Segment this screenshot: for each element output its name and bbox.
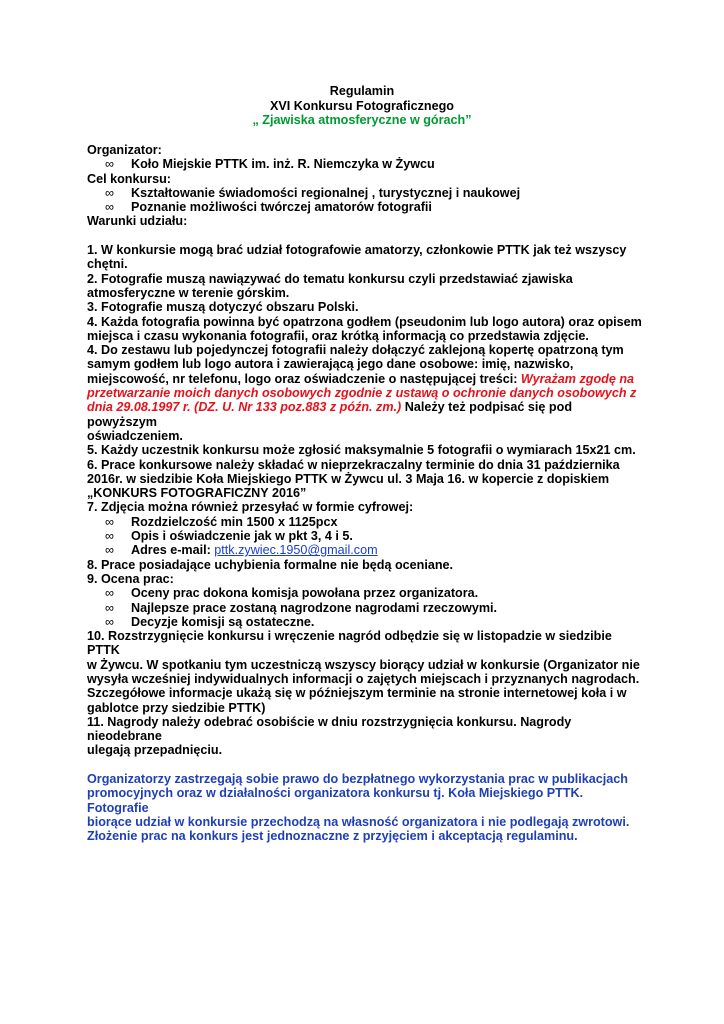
- goal-item: ∞ Poznanie możliwości twórczej amatorów fotografii: [105, 200, 432, 215]
- rule-envelope: 4. Do zestawu lub pojedynczej fotografii należy dołączyć zaklejoną kopertę opatrzoną tym samym godłem lub logo autora i zawierającą jego dane osobowe: imię, nazwisko, miejscowość, nr telefonu, logo oraz oświadczenie o następującej treści: Wyrażam zgodę na przetwarzanie moich danych osobowych zgodnie z ustawą o ochronie danych osobowych z dnia 29.08.1997 r. (DZ. U. Nr 133 poz.883 z późn. zm.) Należy też podpisać się pod powyższym oświadczeniem.: [87, 343, 642, 443]
- bullet-icon: ∞: [105, 600, 114, 615]
- list-item: ∞ Najlepsze prace zostaną nagrodzone nagrodami rzeczowymi.: [105, 600, 498, 615]
- organizer-label: Organizator:: [87, 143, 162, 157]
- document-header: [0, 84, 724, 128]
- consent-statement: dnia 29.08.1997 r. (DZ. U. Nr 133 poz.883 z późn. zm.): [87, 400, 402, 415]
- consent-statement: Wyrażam zgodę na: [520, 371, 635, 386]
- contest-theme: „ Zjawiska atmosferyczne w górach”: [252, 113, 472, 127]
- rule-6: 6. Prace konkursowe należy składać w nieprzekraczalny terminie do dnia 31 października 2016r. w siedzibie Koła Miejskiego PTTK w Żywcu ul. 3 Maja 16. w kopercie z dopiskiem „KONKURS FOTOGRAFICZNY 2016”: [87, 457, 620, 501]
- rule-8: 8. Prace posiadające uchybienia formalne nie będą oceniane.: [87, 557, 454, 572]
- rule-7: 7. Zdjęcia można również przesyłać w formie cyfrowej:: [87, 500, 414, 515]
- consent-statement: przetwarzanie moich danych osobowych zgodnie z ustawą o ochronie danych osobowych z: [87, 386, 637, 401]
- list-item: ∞ Opis i oświadczenie jak w pkt 3, 4 i 5.: [105, 529, 353, 544]
- bullet-icon: ∞: [105, 185, 114, 200]
- email-link[interactable]: pttk.zywiec.1950@gmail.com: [214, 543, 378, 558]
- rule-11: 11. Nagrody należy odebrać osobiście w dniu rozstrzygnięcia konkursu. Nagrody nieodebrane ulegają przepadnięciu.: [87, 714, 572, 758]
- rule-3: 3. Fotografie muszą dotyczyć obszaru Polski.: [87, 300, 359, 315]
- conditions-label: Warunki udziału:: [87, 214, 188, 229]
- list-item: ∞ Decyzje komisji są ostateczne.: [105, 614, 315, 629]
- bullet-icon: ∞: [105, 157, 114, 172]
- organizer-note: Organizatorzy zastrzegają sobie prawo do bezpłatnego wykorzystania prac w publikacjach promocyjnych oraz w działalności organizatora konkursu tj. Koła Miejskiego PTTK. Fotografie biorące udział w konkursie przechodzą na własność organizatora i nie podlegają zwrotowi. Złożenie prac na konkurs jest jednoznaczne z przyjęciem i akceptacją regulaminu.: [87, 772, 630, 844]
- rule-1: 1. W konkursie mogą brać udział fotografowie amatorzy, członkowie PTTK jak też wszyscy chętni.: [87, 243, 627, 272]
- rule-9: 9. Ocena prac:: [87, 571, 174, 586]
- rule-10: 10. Rozstrzygnięcie konkursu i wręczenie nagród odbędzie się w listopadzie w siedzibie PTTK w Żywcu. W spotkaniu tym uczestniczą wszyscy biorący udział w konkursie (Organizator nie wysyła wcześniej indywidualnych informacji o zajętych miejscach i przyznanych nagrodach. Szczegółowe informacje ukażą się w późniejszym terminie na stronie internetowej koła i w gablotce przy siedzibie PTTK): [87, 629, 640, 715]
- rule-2: 2. Fotografie muszą nawiązywać do tematu konkursu czyli przedstawiać zjawiska atmosferyczne w terenie górskim.: [87, 271, 573, 300]
- bullet-icon: ∞: [105, 614, 114, 629]
- bullet-icon: ∞: [105, 586, 114, 601]
- document-body: [87, 143, 642, 844]
- document-title: Regulamin: [329, 84, 395, 98]
- document-subtitle: XVI Konkursu Fotograficznego: [269, 98, 455, 113]
- bullet-icon: ∞: [105, 543, 114, 558]
- bullet-icon: ∞: [105, 529, 114, 544]
- bullet-icon: ∞: [105, 514, 114, 529]
- rule-4: 4. Każda fotografia powinna być opatrzona godłem (pseudonim lub logo autora) oraz opisem miejsca i czasu wykonania fotografii, oraz krótką informacją co przedstawia zdjęcie.: [87, 314, 642, 343]
- bullet-icon: ∞: [105, 200, 114, 215]
- organizer-item: ∞ Koło Miejskie PTTK im. inż. R. Niemczyka w Żywcu: [105, 157, 435, 172]
- goal-item: ∞ Kształtowanie świadomości regionalnej , turystycznej i naukowej: [105, 185, 521, 200]
- goal-label: Cel konkursu:: [87, 171, 171, 186]
- rule-5: 5. Każdy uczestnik konkursu może zgłosić maksymalnie 5 fotografii o wymiarach 15x21 cm.: [87, 443, 636, 458]
- list-item: ∞ Oceny prac dokona komisja powołana przez organizatora.: [105, 586, 479, 601]
- list-item: ∞ Rozdzielczość min 1500 x 1125pcx: [105, 514, 338, 529]
- list-item: ∞ Adres e-mail: pttk.zywiec.1950@gmail.com: [105, 543, 378, 558]
